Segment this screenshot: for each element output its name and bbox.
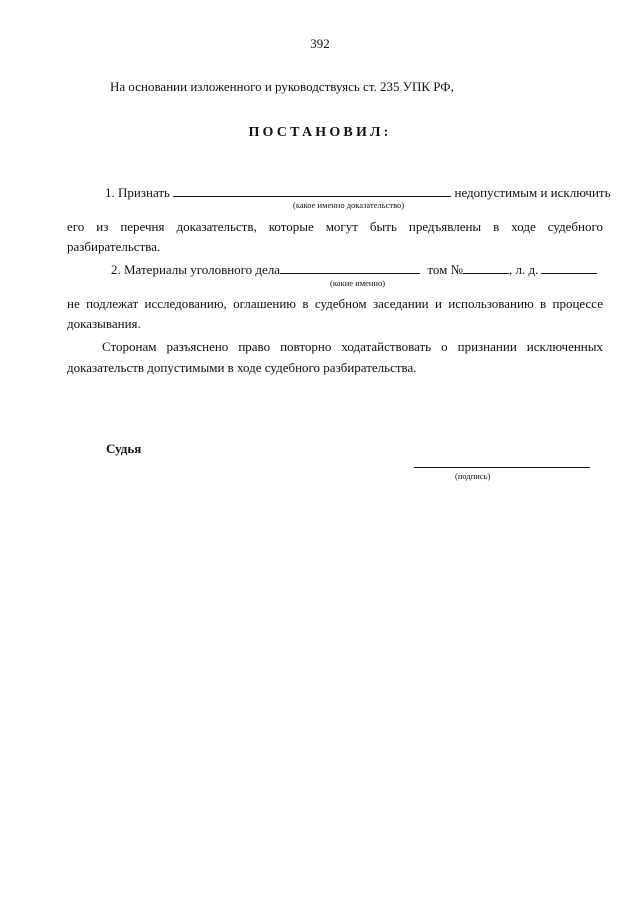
intro-paragraph: На основании изложенного и руководствуясь ст. 235 УПК РФ, — [110, 79, 454, 94]
item1-line3: разбирательства. — [67, 239, 161, 254]
volume-blank-field[interactable] — [463, 261, 509, 274]
sheet-blank-field[interactable] — [541, 261, 597, 274]
decision-heading: ПОСТАНОВИЛ: — [248, 125, 392, 140]
volume-label: том № — [427, 262, 463, 277]
item2-line2: не подлежат исследованию, оглашению в судебном заседании и использованию в процессе — [67, 296, 603, 311]
page-number: 392 — [310, 36, 330, 51]
judge-label: Судья — [106, 441, 142, 456]
item2-line — [111, 261, 597, 278]
materials-blank-field[interactable] — [280, 261, 420, 274]
sheet-label: , л. д. — [508, 262, 539, 277]
item2-prefix: 2. Материалы уголовного дела — [111, 262, 281, 277]
materials-caption: (какие именно) — [330, 278, 386, 288]
item1-line — [105, 184, 611, 201]
parties-line1: Сторонам разъяснено право повторно ходатайствовать о признании исключенных — [102, 339, 603, 354]
evidence-caption: (какое именно доказательство) — [293, 200, 405, 210]
item1-suffix: недопустимым и исключить — [454, 185, 611, 200]
signature-caption: (подпись) — [455, 471, 491, 481]
item1-prefix: 1. Признать — [105, 185, 170, 200]
parties-line2: доказательств допустимыми в ходе судебного разбирательства. — [67, 360, 417, 375]
item2-line3: доказывания. — [67, 316, 141, 331]
item1-line2: его из перечня доказательств, которые могут быть предъявлены в ходе судебного — [67, 219, 603, 234]
signature-line[interactable] — [414, 467, 590, 468]
evidence-blank-field[interactable] — [173, 184, 451, 197]
